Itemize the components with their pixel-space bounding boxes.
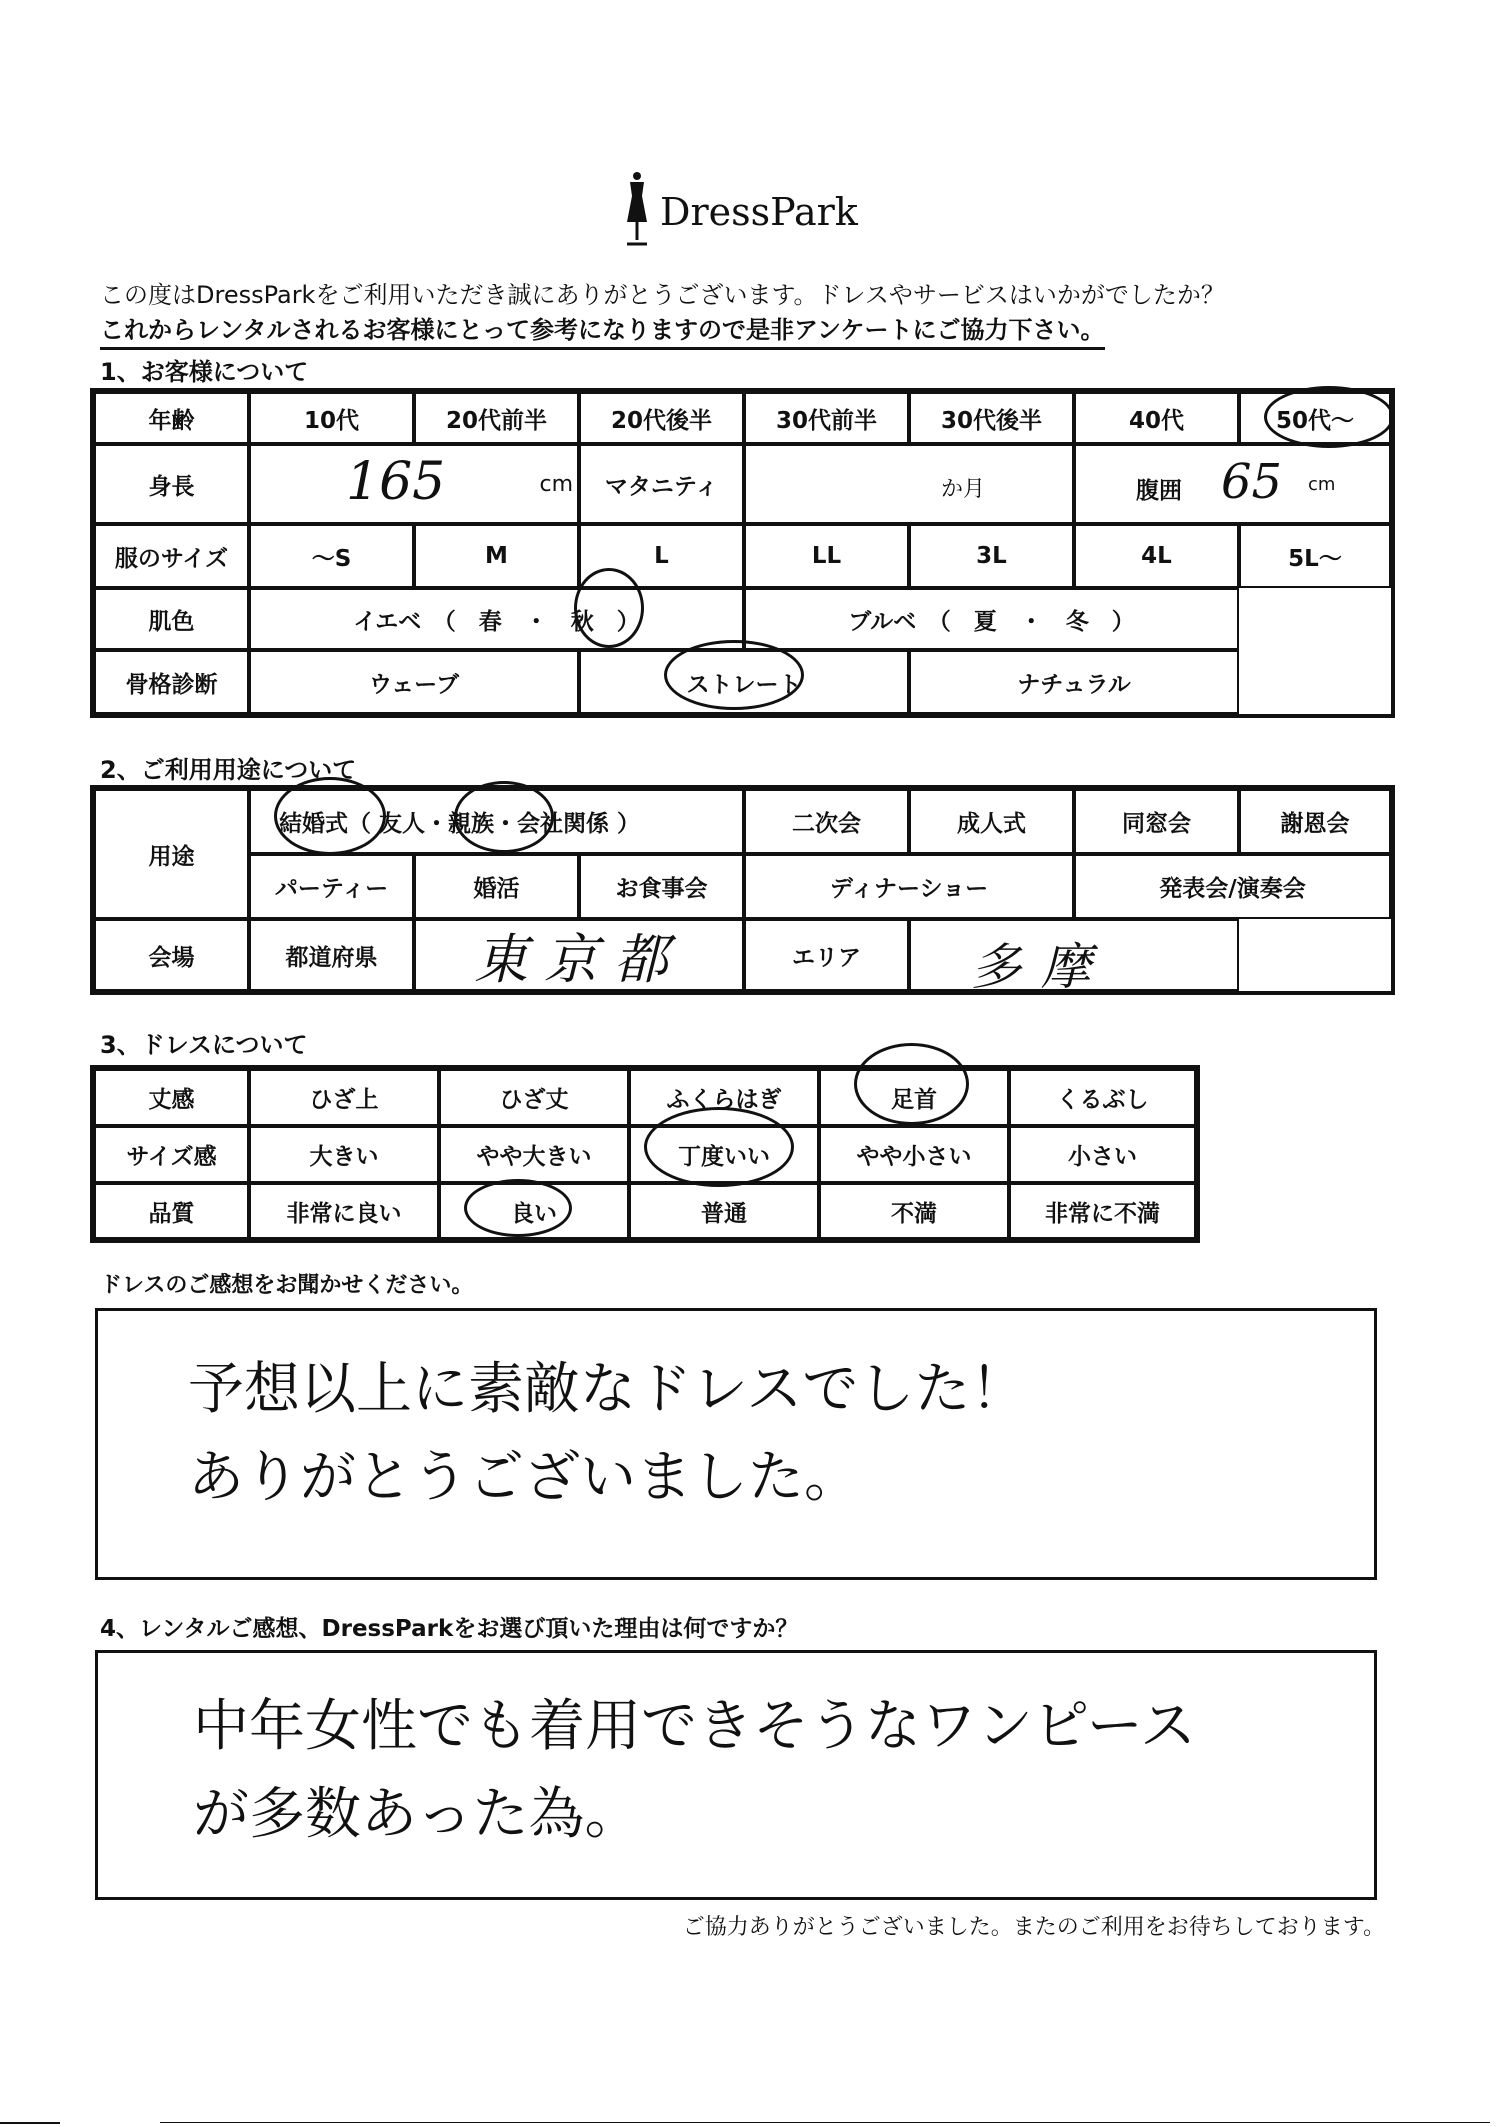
quality-label: 品質 — [94, 1183, 249, 1239]
quality-option[interactable]: 非常に良い — [249, 1183, 439, 1239]
purpose-option[interactable]: ディナーショー — [744, 854, 1074, 919]
height-field[interactable] — [249, 444, 579, 524]
impressions-prompt: ドレスのご感想をお聞かせください。 — [100, 1273, 474, 1298]
impressions-line-1: 予想以上に素敵なドレスでした！ — [188, 1357, 1027, 1422]
fit-option[interactable]: やや小さい — [819, 1126, 1009, 1183]
purpose-option[interactable]: お食事会 — [579, 854, 744, 919]
body-type-option[interactable]: ナチュラル — [909, 650, 1239, 714]
selection-circle — [644, 1107, 794, 1187]
skin-yellow-base[interactable]: イエベ （ 春 ・ 秋 ） — [249, 588, 744, 650]
length-option-selected[interactable]: 足首 — [819, 1069, 1009, 1126]
footer-mark — [0, 2122, 60, 2124]
purpose-option[interactable]: 成人式 — [909, 789, 1074, 854]
waist-field[interactable] — [1074, 444, 1391, 524]
fit-option[interactable]: やや大きい — [439, 1126, 629, 1183]
quality-option-selected[interactable]: 良い — [439, 1183, 629, 1239]
thanks-message: ご協力ありがとうございました。またのご利用をお待ちしております。 — [682, 1915, 1385, 1940]
section-1-title: 1、お客様について — [100, 358, 309, 386]
selection-circle — [454, 781, 554, 853]
prefecture-field[interactable] — [414, 919, 744, 991]
length-label: 丈感 — [94, 1069, 249, 1126]
area-value: 多摩 — [971, 938, 1111, 991]
brand-name: DressPark — [660, 190, 858, 234]
section-3-title: 3、ドレスについて — [100, 1031, 308, 1059]
reason-textarea[interactable] — [95, 1650, 1377, 1900]
age-option[interactable]: 10代 — [249, 392, 414, 444]
customer-table — [90, 388, 1395, 718]
section-2-title: 2、ご利用用途について — [100, 756, 357, 784]
length-option[interactable]: ふくらはぎ — [629, 1069, 819, 1126]
purpose-option[interactable]: 同窓会 — [1074, 789, 1239, 854]
size-option-selected[interactable]: L — [579, 524, 744, 588]
age-label: 年齢 — [94, 392, 249, 444]
body-type-option[interactable]: ウェーブ — [249, 650, 579, 714]
age-option[interactable]: 30代前半 — [744, 392, 909, 444]
selection-circle — [464, 1179, 572, 1237]
quality-option[interactable]: 不満 — [819, 1183, 1009, 1239]
selection-circle — [274, 777, 386, 855]
fit-option[interactable]: 大きい — [249, 1126, 439, 1183]
purpose-option[interactable]: 謝恩会 — [1239, 789, 1391, 854]
purpose-wedding[interactable]: 結婚式（ 友人・親族・会社関係 ） — [249, 789, 744, 854]
length-option[interactable]: くるぶし — [1009, 1069, 1196, 1126]
usage-table — [90, 785, 1395, 995]
intro-line-2: これからレンタルされるお客様にとって参考になりますので是非アンケートにご協力下さい。 — [100, 310, 1105, 350]
area-field[interactable] — [909, 919, 1239, 991]
maternity-label: マタニティ — [579, 444, 744, 524]
fit-option-selected[interactable]: 丁度いい — [629, 1126, 819, 1183]
length-option[interactable]: ひざ上 — [249, 1069, 439, 1126]
reason-line-1: 中年女性でも着用できそうなワンピース — [193, 1694, 1196, 1759]
size-label: 服のサイズ — [94, 524, 249, 588]
fit-label: サイズ感 — [94, 1126, 249, 1183]
prefecture-value: 東京都 — [474, 927, 684, 991]
purpose-option[interactable]: パーティー — [249, 854, 414, 919]
age-option[interactable]: 20代後半 — [579, 392, 744, 444]
age-option[interactable]: 40代 — [1074, 392, 1239, 444]
length-option[interactable]: ひざ丈 — [439, 1069, 629, 1126]
size-option[interactable]: 3L — [909, 524, 1074, 588]
skin-blue-base[interactable]: ブルベ （ 夏 ・ 冬 ） — [744, 588, 1239, 650]
height-label: 身長 — [94, 444, 249, 524]
skin-label: 肌色 — [94, 588, 249, 650]
purpose-option[interactable]: 発表会/演奏会 — [1074, 854, 1391, 919]
purpose-option[interactable]: 婚活 — [414, 854, 579, 919]
size-option[interactable]: 5L～ — [1239, 524, 1391, 588]
age-option-selected[interactable]: 50代～ — [1239, 392, 1391, 444]
height-unit: cm — [539, 472, 573, 497]
waist-label: 腹囲 — [1136, 478, 1182, 504]
fit-option[interactable]: 小さい — [1009, 1126, 1196, 1183]
purpose-option[interactable]: 二次会 — [744, 789, 909, 854]
dress-table — [90, 1065, 1200, 1243]
prefecture-label: 都道府県 — [249, 919, 414, 991]
waist-value: 65 — [1221, 454, 1283, 510]
section-4-title: 4、レンタルご感想、DressParkをお選び頂いた理由は何ですか？ — [100, 1616, 799, 1642]
size-option[interactable]: 4L — [1074, 524, 1239, 588]
quality-option[interactable]: 非常に不満 — [1009, 1183, 1196, 1239]
age-option[interactable]: 20代前半 — [414, 392, 579, 444]
size-option[interactable]: M — [414, 524, 579, 588]
selection-circle — [574, 568, 644, 648]
impressions-textarea[interactable] — [95, 1308, 1377, 1580]
selection-circle — [1264, 386, 1394, 448]
waist-unit: cm — [1308, 474, 1336, 495]
footer-rule — [160, 2122, 1490, 2123]
body-type-label: 骨格診断 — [94, 650, 249, 714]
size-option[interactable]: LL — [744, 524, 909, 588]
selection-circle — [664, 640, 804, 710]
maternity-unit: か月 — [941, 477, 986, 502]
reason-line-2: が多数あった為。 — [193, 1782, 641, 1847]
purpose-label: 用途 — [94, 789, 249, 919]
maternity-field[interactable] — [744, 444, 1074, 524]
age-option[interactable]: 30代後半 — [909, 392, 1074, 444]
height-value: 165 — [346, 452, 446, 512]
intro-line-1: この度はDressParkをご利用いただき誠にありがとうございます。ドレスやサービスはいかがでしたか？ — [100, 281, 1225, 309]
venue-label: 会場 — [94, 919, 249, 991]
area-label: エリア — [744, 919, 909, 991]
selection-circle — [854, 1043, 969, 1125]
impressions-line-2: ありがとうございました。 — [188, 1445, 860, 1510]
size-option[interactable]: ～S — [249, 524, 414, 588]
brand-logo — [620, 170, 880, 260]
quality-option[interactable]: 普通 — [629, 1183, 819, 1239]
dress-form-icon — [620, 170, 654, 250]
body-type-option-selected[interactable]: ストレート — [579, 650, 909, 714]
